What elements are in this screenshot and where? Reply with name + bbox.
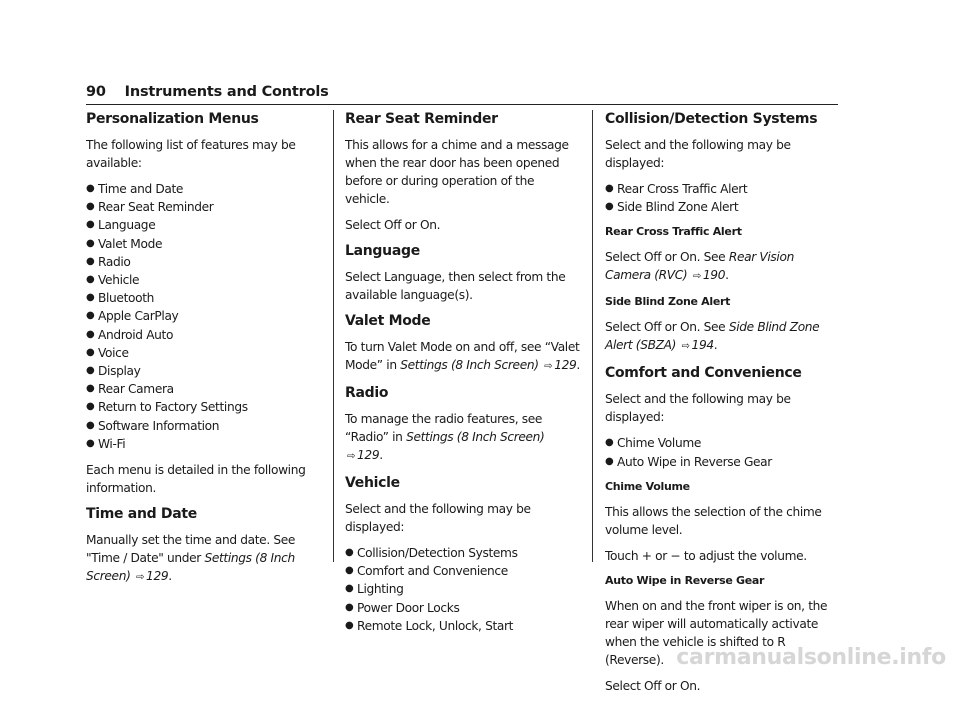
column-3 bbox=[605, 110, 840, 703]
bullet-icon: ● bbox=[86, 255, 95, 267]
bullet-icon: ● bbox=[86, 310, 95, 322]
time-date-text: Manually set the time and date. See "Time / Date" under Settings (8 Inch Screen) ⇨ 129. bbox=[86, 533, 296, 584]
bullet-icon: ● bbox=[86, 437, 95, 449]
bullet-icon: ● bbox=[345, 565, 354, 577]
bullet-icon: ● bbox=[86, 201, 95, 213]
settings-link[interactable]: Settings (8 Inch Screen) bbox=[406, 430, 545, 444]
comfort-list bbox=[605, 434, 840, 470]
bullet-icon: ● bbox=[605, 183, 614, 194]
wipe-select: Select Off or On. bbox=[605, 678, 701, 693]
bullet-icon: ● bbox=[605, 437, 614, 449]
page-ref[interactable]: 129 bbox=[146, 569, 169, 584]
watermark: carmanualsonline.info bbox=[676, 645, 946, 670]
personalization-list bbox=[86, 180, 316, 453]
list-item: ● Vehicle bbox=[86, 271, 316, 289]
sbza-text: Select Off or On. See Side Blind Zone Alert (SBZA) ⇨ 194. bbox=[605, 320, 820, 353]
page-ref-icon: ⇨ bbox=[681, 341, 690, 353]
radio-text: To manage the radio features, see “Radio” in Settings (8 Inch Screen) ⇨ 129. bbox=[345, 412, 545, 462]
list-item: ● Power Door Locks bbox=[345, 599, 580, 617]
list-item: ● Time and Date bbox=[86, 180, 316, 198]
rear-seat-select: Select Off or On. bbox=[345, 218, 441, 232]
list-item: ● Rear Seat Reminder bbox=[86, 198, 316, 216]
vehicle-list bbox=[345, 544, 580, 635]
list-item: ● Lighting bbox=[345, 580, 580, 598]
heading-rcta: Rear Cross Traffic Alert bbox=[605, 225, 742, 239]
list-item: ● Software Information bbox=[86, 417, 316, 435]
page-ref[interactable]: 129 bbox=[357, 448, 380, 462]
page-ref-icon: ⇨ bbox=[136, 572, 145, 584]
page-ref[interactable]: 194 bbox=[691, 338, 714, 353]
column-divider-right bbox=[592, 110, 593, 562]
list-item: ● Chime Volume bbox=[605, 434, 840, 452]
personalization-outro: Each menu is detailed in the following information. bbox=[86, 463, 306, 496]
bullet-icon: ● bbox=[345, 619, 354, 631]
heading-language: Language bbox=[345, 243, 420, 259]
list-item: ● Rear Cross Traffic Alert bbox=[605, 180, 840, 198]
heading-sbza: Side Blind Zone Alert bbox=[605, 295, 731, 309]
page-ref[interactable]: 129 bbox=[554, 358, 577, 372]
bullet-icon: ● bbox=[86, 419, 95, 431]
sbza-link[interactable]: Side Blind Zone Alert (SBZA) bbox=[605, 320, 820, 353]
bullet-icon: ● bbox=[86, 237, 95, 249]
list-item: ● Remote Lock, Unlock, Start bbox=[345, 617, 580, 635]
heading-personalization: Personalization Menus bbox=[86, 111, 259, 127]
list-item: ● Side Blind Zone Alert bbox=[605, 198, 840, 216]
heading-wipe: Auto Wipe in Reverse Gear bbox=[605, 573, 765, 587]
bullet-icon: ● bbox=[86, 328, 95, 340]
bullet-icon: ● bbox=[86, 219, 95, 231]
page-ref[interactable]: 190 bbox=[702, 268, 726, 283]
bullet-icon: ● bbox=[345, 583, 354, 595]
chime-text: This allows the selection of the chime volume level. bbox=[605, 504, 822, 537]
page-ref-icon: ⇨ bbox=[692, 271, 701, 283]
list-item: ● Collision/Detection Systems bbox=[345, 544, 580, 562]
vehicle-text: Select and the following may be displayed: bbox=[345, 502, 531, 534]
heading-vehicle: Vehicle bbox=[345, 475, 400, 491]
page-header bbox=[86, 84, 838, 105]
list-item: ● Wi-Fi bbox=[86, 435, 316, 453]
collision-text: Select and the following may be displayed: bbox=[605, 138, 791, 170]
page-number: 90 bbox=[86, 84, 106, 100]
page-ref-icon: ⇨ bbox=[544, 361, 553, 372]
rcta-text: Select Off or On. See Rear Vision Camera (RVC) ⇨ 190. bbox=[605, 250, 794, 283]
rear-seat-text: This allows for a chime and a message when the rear door has been opened before or during operation of the vehicle. bbox=[345, 138, 569, 206]
bullet-icon: ● bbox=[86, 346, 95, 358]
collision-list bbox=[605, 180, 840, 216]
personalization-intro: The following list of features may be available: bbox=[86, 138, 296, 170]
bullet-icon: ● bbox=[86, 274, 95, 286]
settings-link[interactable]: Settings (8 Inch Screen) bbox=[86, 551, 295, 584]
heading-radio: Radio bbox=[345, 385, 389, 401]
list-item: ● Comfort and Convenience bbox=[345, 562, 580, 580]
list-item: ● Voice bbox=[86, 344, 316, 362]
list-item: ● Android Auto bbox=[86, 326, 316, 344]
bullet-icon: ● bbox=[86, 183, 95, 194]
wipe-text: When on and the front wiper is on, the rear wiper will automatically activate when the vehicle is shifted to R (Reverse). bbox=[605, 598, 828, 667]
heading-comfort: Comfort and Convenience bbox=[605, 365, 802, 382]
list-item: ● Language bbox=[86, 216, 316, 234]
rvc-link[interactable]: Rear Vision Camera (RVC) bbox=[605, 250, 794, 283]
heading-time-date: Time and Date bbox=[86, 506, 197, 523]
column-2 bbox=[345, 110, 580, 643]
bullet-icon: ● bbox=[345, 547, 354, 558]
bullet-icon: ● bbox=[345, 601, 354, 613]
bullet-icon: ● bbox=[86, 401, 95, 413]
heading-valet: Valet Mode bbox=[345, 313, 431, 329]
settings-link[interactable]: Settings (8 Inch Screen) bbox=[400, 358, 539, 372]
comfort-text: Select and the following may be displayed: bbox=[605, 392, 791, 425]
list-item: ● Bluetooth bbox=[86, 289, 316, 307]
list-item: ● Auto Wipe in Reverse Gear bbox=[605, 453, 840, 471]
section-title: Instruments and Controls bbox=[124, 84, 329, 100]
list-item: ● Apple CarPlay bbox=[86, 307, 316, 325]
bullet-icon: ● bbox=[605, 455, 614, 467]
column-divider-left bbox=[333, 110, 334, 562]
list-item: ● Display bbox=[86, 362, 316, 380]
list-item: ● Rear Camera bbox=[86, 380, 316, 398]
language-text: Select Language, then select from the available language(s). bbox=[345, 270, 566, 302]
page-ref-icon: ⇨ bbox=[347, 451, 356, 462]
bullet-icon: ● bbox=[86, 383, 95, 395]
heading-rear-seat: Rear Seat Reminder bbox=[345, 111, 498, 127]
bullet-icon: ● bbox=[605, 201, 614, 213]
column-1 bbox=[86, 110, 316, 595]
list-item: ● Valet Mode bbox=[86, 235, 316, 253]
list-item: ● Return to Factory Settings bbox=[86, 398, 316, 416]
list-item: ● Radio bbox=[86, 253, 316, 271]
heading-chime: Chime Volume bbox=[605, 479, 690, 493]
heading-collision: Collision/Detection Systems bbox=[605, 111, 818, 127]
bullet-icon: ● bbox=[86, 365, 95, 377]
valet-text: To turn Valet Mode on and off, see “Valet Mode” in Settings (8 Inch Screen) ⇨ 129. bbox=[345, 340, 580, 372]
bullet-icon: ● bbox=[86, 292, 95, 304]
chime-adjust: Touch + or − to adjust the volume. bbox=[605, 548, 807, 563]
